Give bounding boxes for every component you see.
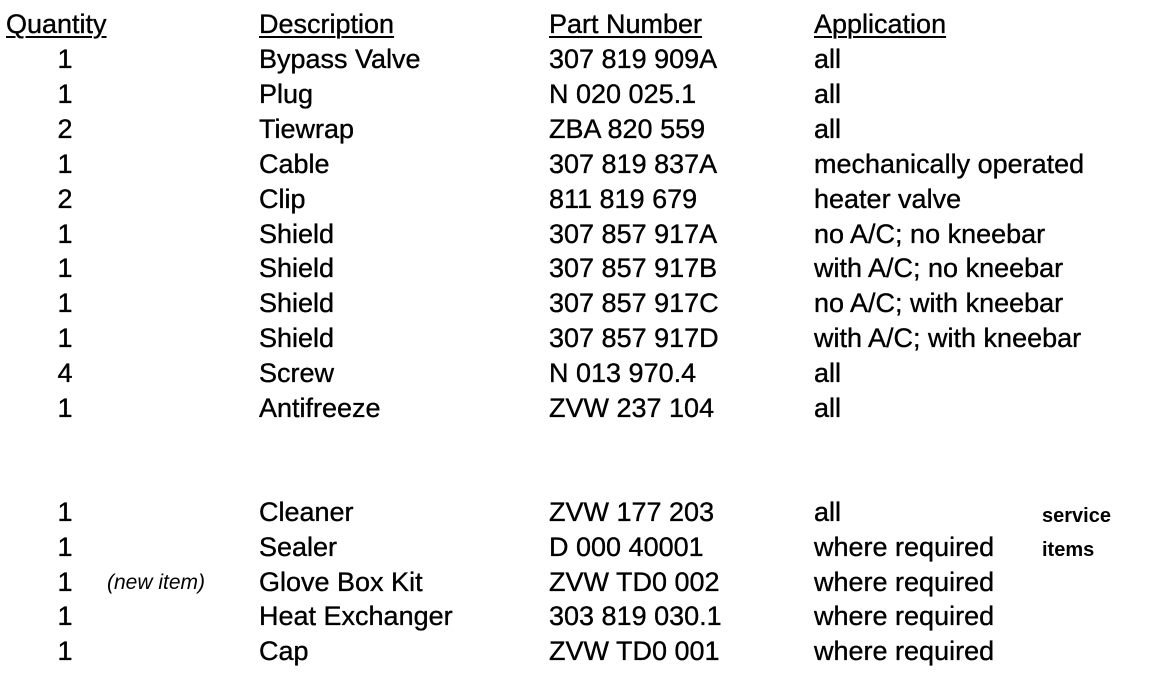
row-description: Cable bbox=[259, 148, 330, 179]
row-application: all bbox=[814, 78, 842, 109]
row-part-number: D 000 40001 bbox=[549, 531, 704, 562]
header-description: Description bbox=[259, 9, 395, 39]
row-quantity: 1 bbox=[57, 393, 73, 423]
service-items-label-line2: items bbox=[1042, 539, 1095, 561]
row-description: Tiewrap bbox=[259, 113, 355, 144]
header-application: Application bbox=[814, 9, 947, 39]
row-description: Antifreeze bbox=[259, 393, 381, 423]
row-part-number: 303 819 030.1 bbox=[549, 601, 722, 632]
row-application: all bbox=[814, 393, 842, 423]
row-quantity: 2 bbox=[57, 183, 73, 214]
row-description: Sealer bbox=[259, 531, 338, 562]
row-quantity: 1 bbox=[57, 531, 73, 562]
row-description: Shield bbox=[259, 288, 335, 319]
row-description: Glove Box Kit bbox=[259, 566, 423, 597]
row-description: Shield bbox=[259, 218, 335, 249]
row-description: Clip bbox=[259, 183, 306, 214]
row-quantity: 1 bbox=[57, 253, 73, 284]
row-quantity: 4 bbox=[57, 358, 73, 389]
row-application: all bbox=[814, 497, 842, 527]
row-description: Shield bbox=[259, 253, 335, 284]
row-quantity: 1 bbox=[57, 44, 73, 74]
row-quantity: 1 bbox=[57, 601, 73, 632]
new-item-note: (new item) bbox=[107, 571, 206, 594]
row-description: Shield bbox=[259, 323, 335, 354]
row-quantity: 1 bbox=[57, 636, 73, 667]
row-application: where required bbox=[814, 636, 995, 667]
row-application: all bbox=[814, 358, 842, 389]
row-application: no A/C; with kneebar bbox=[814, 288, 1064, 319]
row-application: with A/C; with kneebar bbox=[814, 323, 1082, 354]
row-part-number: ZVW 237 104 bbox=[549, 393, 715, 423]
row-description: Bypass Valve bbox=[259, 44, 421, 74]
row-description: Cleaner bbox=[259, 497, 354, 527]
row-part-number: N 020 025.1 bbox=[549, 78, 697, 109]
header-part-number: Part Number bbox=[549, 9, 703, 39]
row-part-number: 307 857 917D bbox=[549, 323, 719, 354]
row-quantity: 1 bbox=[57, 78, 73, 109]
row-application: all bbox=[814, 113, 842, 144]
row-part-number: 307 819 837A bbox=[549, 148, 718, 179]
row-part-number: ZVW TD0 002 bbox=[549, 566, 720, 597]
row-part-number: 811 819 679 bbox=[549, 183, 698, 214]
row-part-number: 307 857 917B bbox=[549, 253, 718, 284]
row-quantity: 1 bbox=[57, 323, 73, 354]
row-application: no A/C; no kneebar bbox=[814, 218, 1046, 249]
row-quantity: 1 bbox=[57, 148, 73, 179]
row-part-number: 307 857 917C bbox=[549, 288, 719, 319]
row-description: Plug bbox=[259, 78, 314, 109]
row-quantity: 1 bbox=[57, 497, 73, 527]
service-items-label-line1: service bbox=[1042, 505, 1111, 527]
row-quantity: 2 bbox=[57, 113, 73, 144]
row-application: where required bbox=[814, 531, 995, 562]
row-application: with A/C; no kneebar bbox=[814, 253, 1064, 284]
row-quantity: 1 bbox=[57, 288, 73, 319]
row-quantity: 1 bbox=[57, 566, 73, 597]
row-application: where required bbox=[814, 601, 995, 632]
row-description: Heat Exchanger bbox=[259, 601, 453, 632]
row-application: heater valve bbox=[814, 183, 962, 214]
row-part-number: 307 819 909A bbox=[549, 44, 718, 74]
row-description: Cap bbox=[259, 636, 309, 667]
row-part-number: ZVW 177 203 bbox=[549, 497, 715, 527]
row-application: mechanically operated bbox=[814, 148, 1085, 179]
row-part-number: ZVW TD0 001 bbox=[549, 636, 720, 667]
row-application: where required bbox=[814, 566, 995, 597]
row-part-number: N 013 970.4 bbox=[549, 358, 697, 389]
row-part-number: ZBA 820 559 bbox=[549, 113, 706, 144]
row-application: all bbox=[814, 44, 842, 74]
row-description: Screw bbox=[259, 358, 335, 389]
row-part-number: 307 857 917A bbox=[549, 218, 718, 249]
header-quantity: Quantity bbox=[6, 9, 107, 39]
row-quantity: 1 bbox=[57, 218, 73, 249]
